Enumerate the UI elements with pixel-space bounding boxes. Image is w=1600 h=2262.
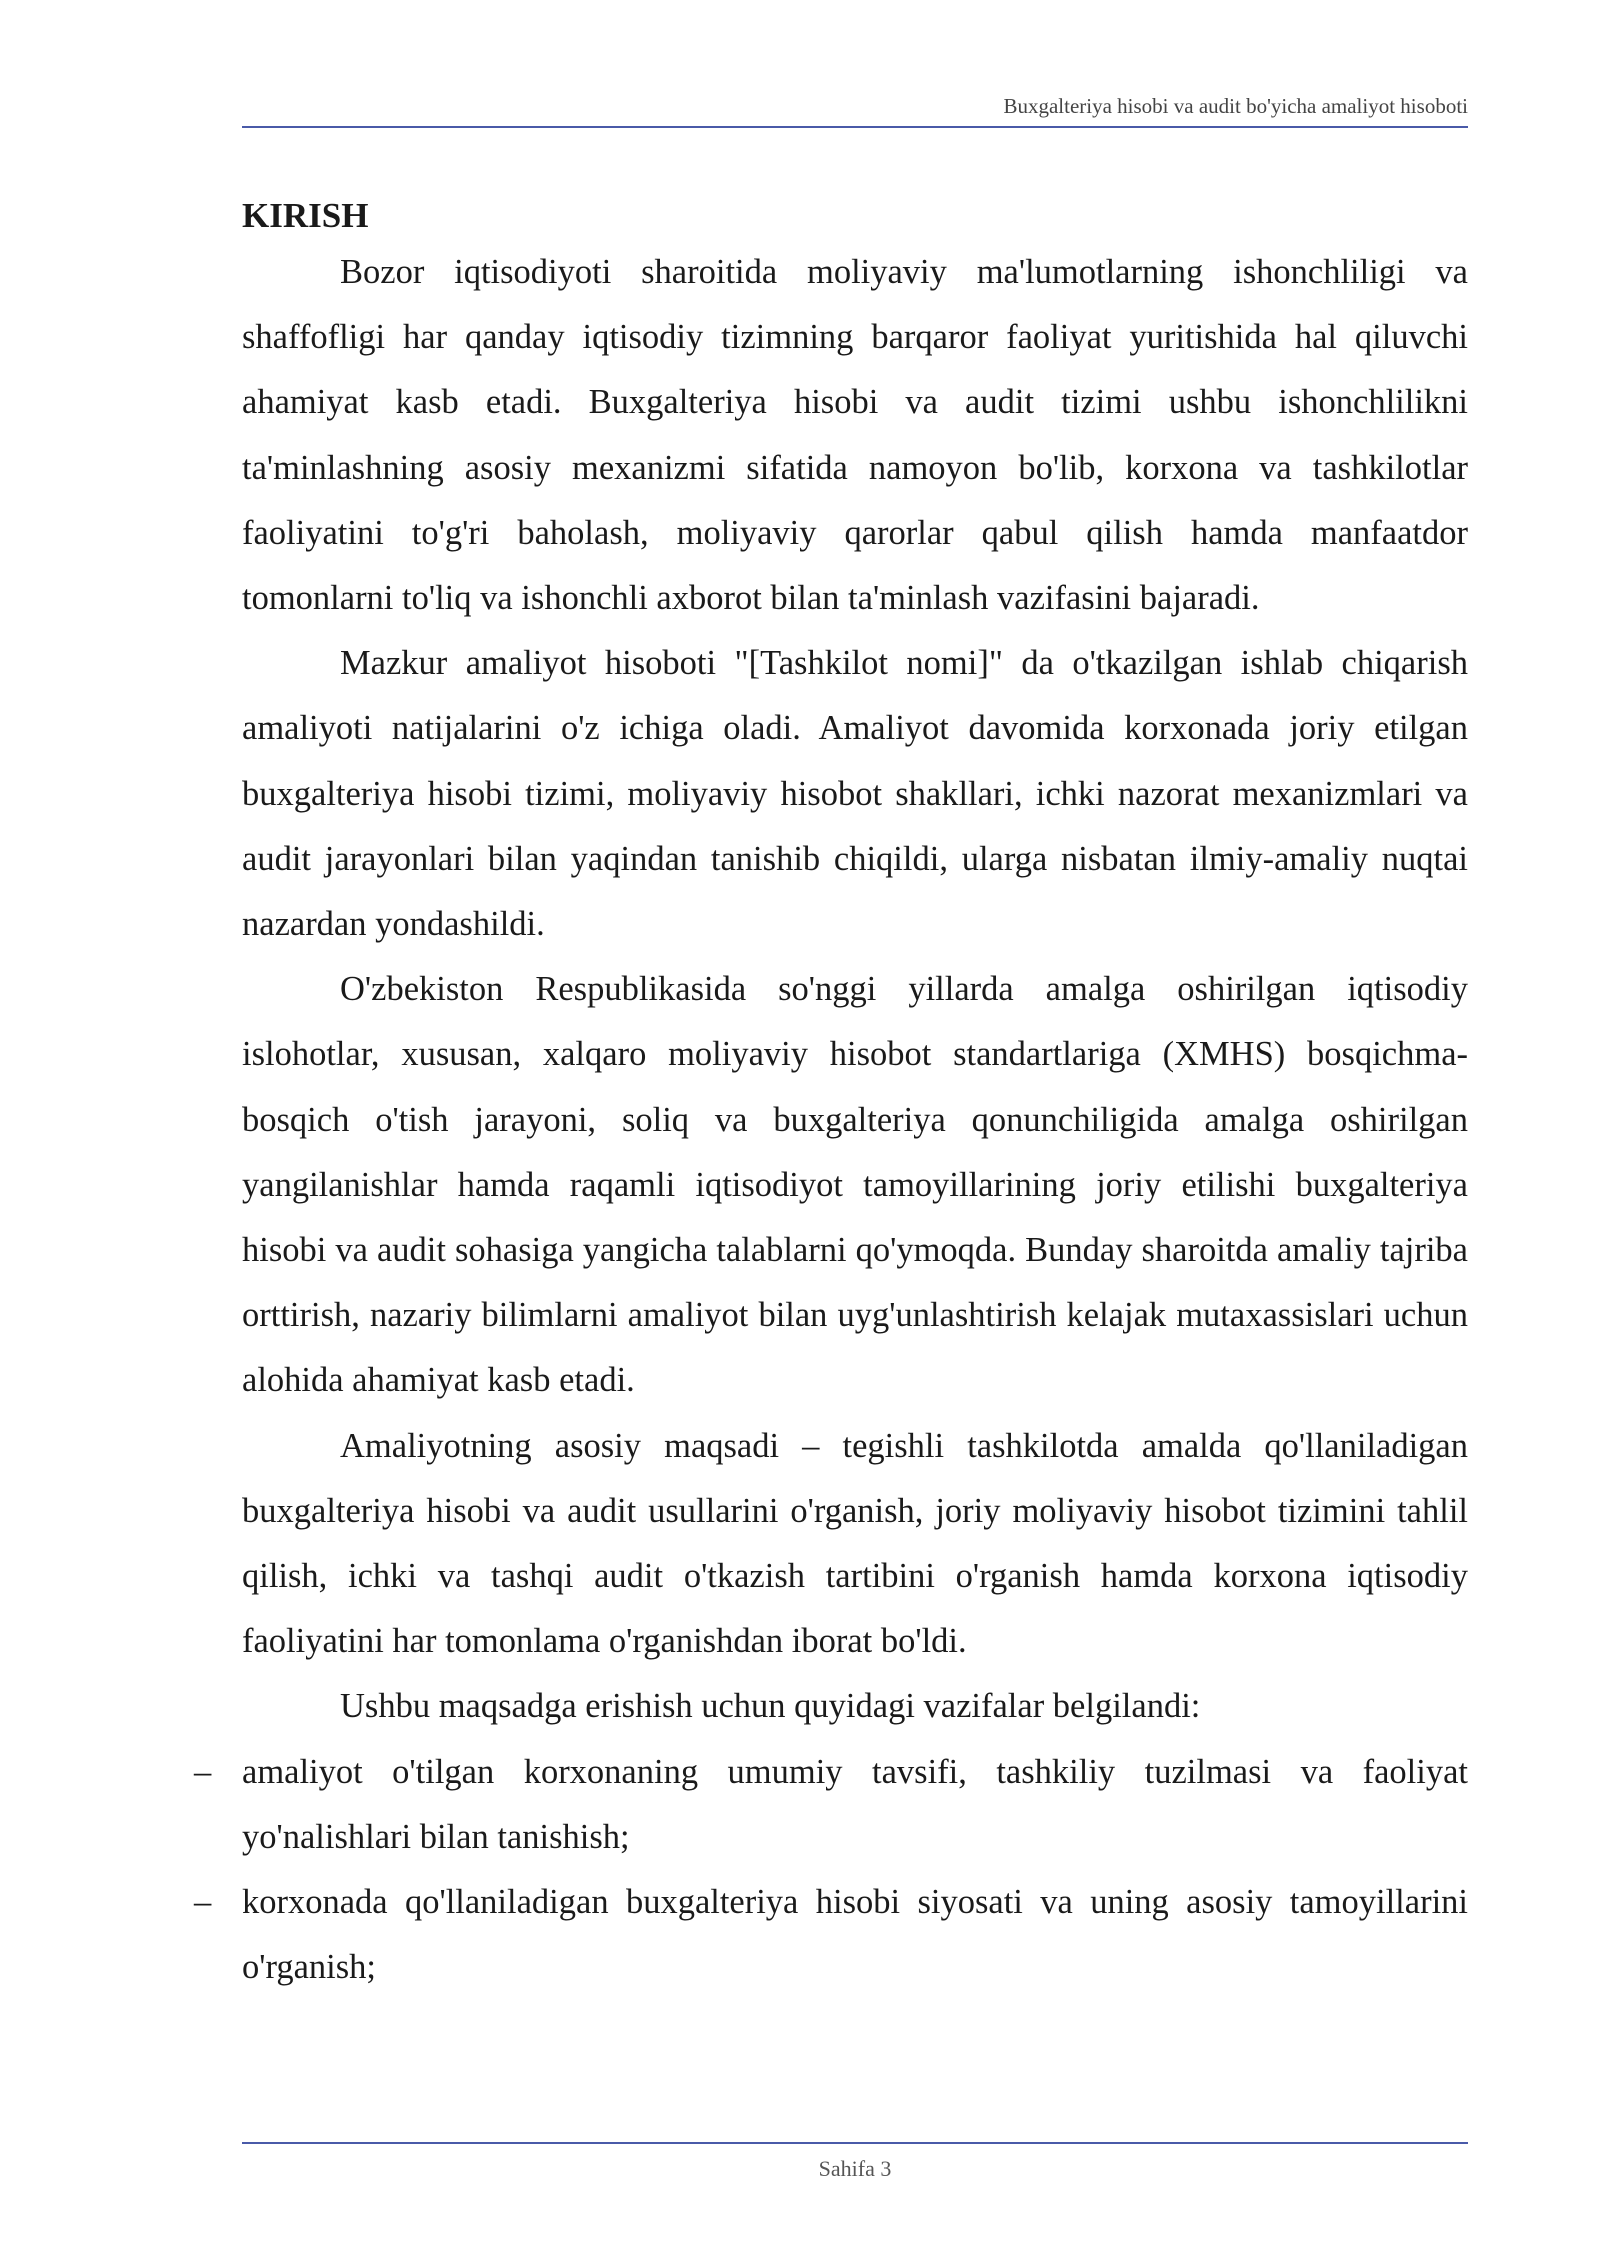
page-footer: [242, 2142, 1468, 2182]
list-item-text: amaliyot o'tilgan korxonaning umumiy tavsifi, tashkiliy tuzilmasi va faoliyat yo'nalishlari bilan tanishish;: [242, 1752, 1468, 1856]
section-title: KIRISH: [242, 196, 369, 235]
paragraph: Ushbu maqsadga erishish uchun quyidagi vazifalar belgilandi:: [340, 1687, 1201, 1726]
task-list: [194, 1740, 1468, 2001]
dash-bullet: –: [194, 1883, 212, 1922]
page-body: [194, 192, 1468, 2000]
page-number: Sahifa 3: [818, 2156, 892, 2181]
list-item-text: korxonada qo'llaniladigan buxgalteriya hisobi siyosati va uning asosiy tamoyillarini o'rganish;: [242, 1883, 1468, 1987]
paragraph: O'zbekiston Respublikasida so'nggi yillarda amalga oshirilgan iqtisodiy islohotlar, xususan, xalqaro moliyaviy hisobot standartlariga (XMHS) bosqichma-bosqich o'tish jarayoni, soliq va buxgalteriya qonunchiligida amalga oshirilgan yangilanishlar hamda raqamli iqtisodiyot tamoyillarining joriy etilishi buxgalteriya hisobi va audit sohasiga yangicha talablarni qo'ymoqda. Bunday sharoitda amaliy tajriba orttirish, nazariy bilimlarni amaliyot bilan uyg'unlashtirish kelajak mutaxassislari uchun alohida ahamiyat kasb etadi.: [242, 970, 1468, 1400]
dash-bullet: –: [194, 1752, 212, 1791]
paragraph: Mazkur amaliyot hisoboti "[Tashkilot nomi]" da o'tkazilgan ishlab chiqarish amaliyoti natijalarini o'z ichiga oladi. Amaliyot davomida korxonada joriy etilgan buxgalteriya hisobi tizimi, moliyaviy hisobot shakllari, ichki nazorat mexanizmlari va audit jarayonlari bilan yaqindan tanishib chiqildi, ularga nisbatan ilmiy-amaliy nuqtai nazardan yondashildi.: [242, 644, 1468, 944]
list-item: [194, 1740, 1468, 1870]
list-item: [194, 1870, 1468, 2000]
page-header: [242, 88, 1468, 128]
paragraph: Amaliyotning asosiy maqsadi – tegishli tashkilotda amalda qo'llaniladigan buxgalteriya hisobi va audit usullarini o'rganish, joriy moliyaviy hisobot tizimini tahlil qilish, ichki va tashqi audit o'tkazish tartibini o'rganish hamda korxona iqtisodiy faoliyatini har tomonlama o'rganishdan iborat bo'ldi.: [242, 1426, 1468, 1661]
paragraph: Bozor iqtisodiyoti sharoitida moliyaviy ma'lumotlarning ishonchliligi va shaffofligi har qanday iqtisodiy tizimning barqaror faoliyat yuritishida hal qiluvchi ahamiyat kasb etadi. Buxgalteriya hisobi va audit tizimi ushbu ishonchlilikni ta'minlashning asosiy mexanizmi sifatida namoyon bo'lib, korxona va tashkilotlar faoliyatini to'g'ri baholash, moliyaviy qarorlar qabul qilish hamda manfaatdor tomonlarni to'liq va ishonchli axborot bilan ta'minlash vazifasini bajaradi.: [242, 253, 1468, 618]
running-title: Buxgalteriya hisobi va audit bo'yicha amaliyot hisoboti: [1003, 94, 1468, 118]
